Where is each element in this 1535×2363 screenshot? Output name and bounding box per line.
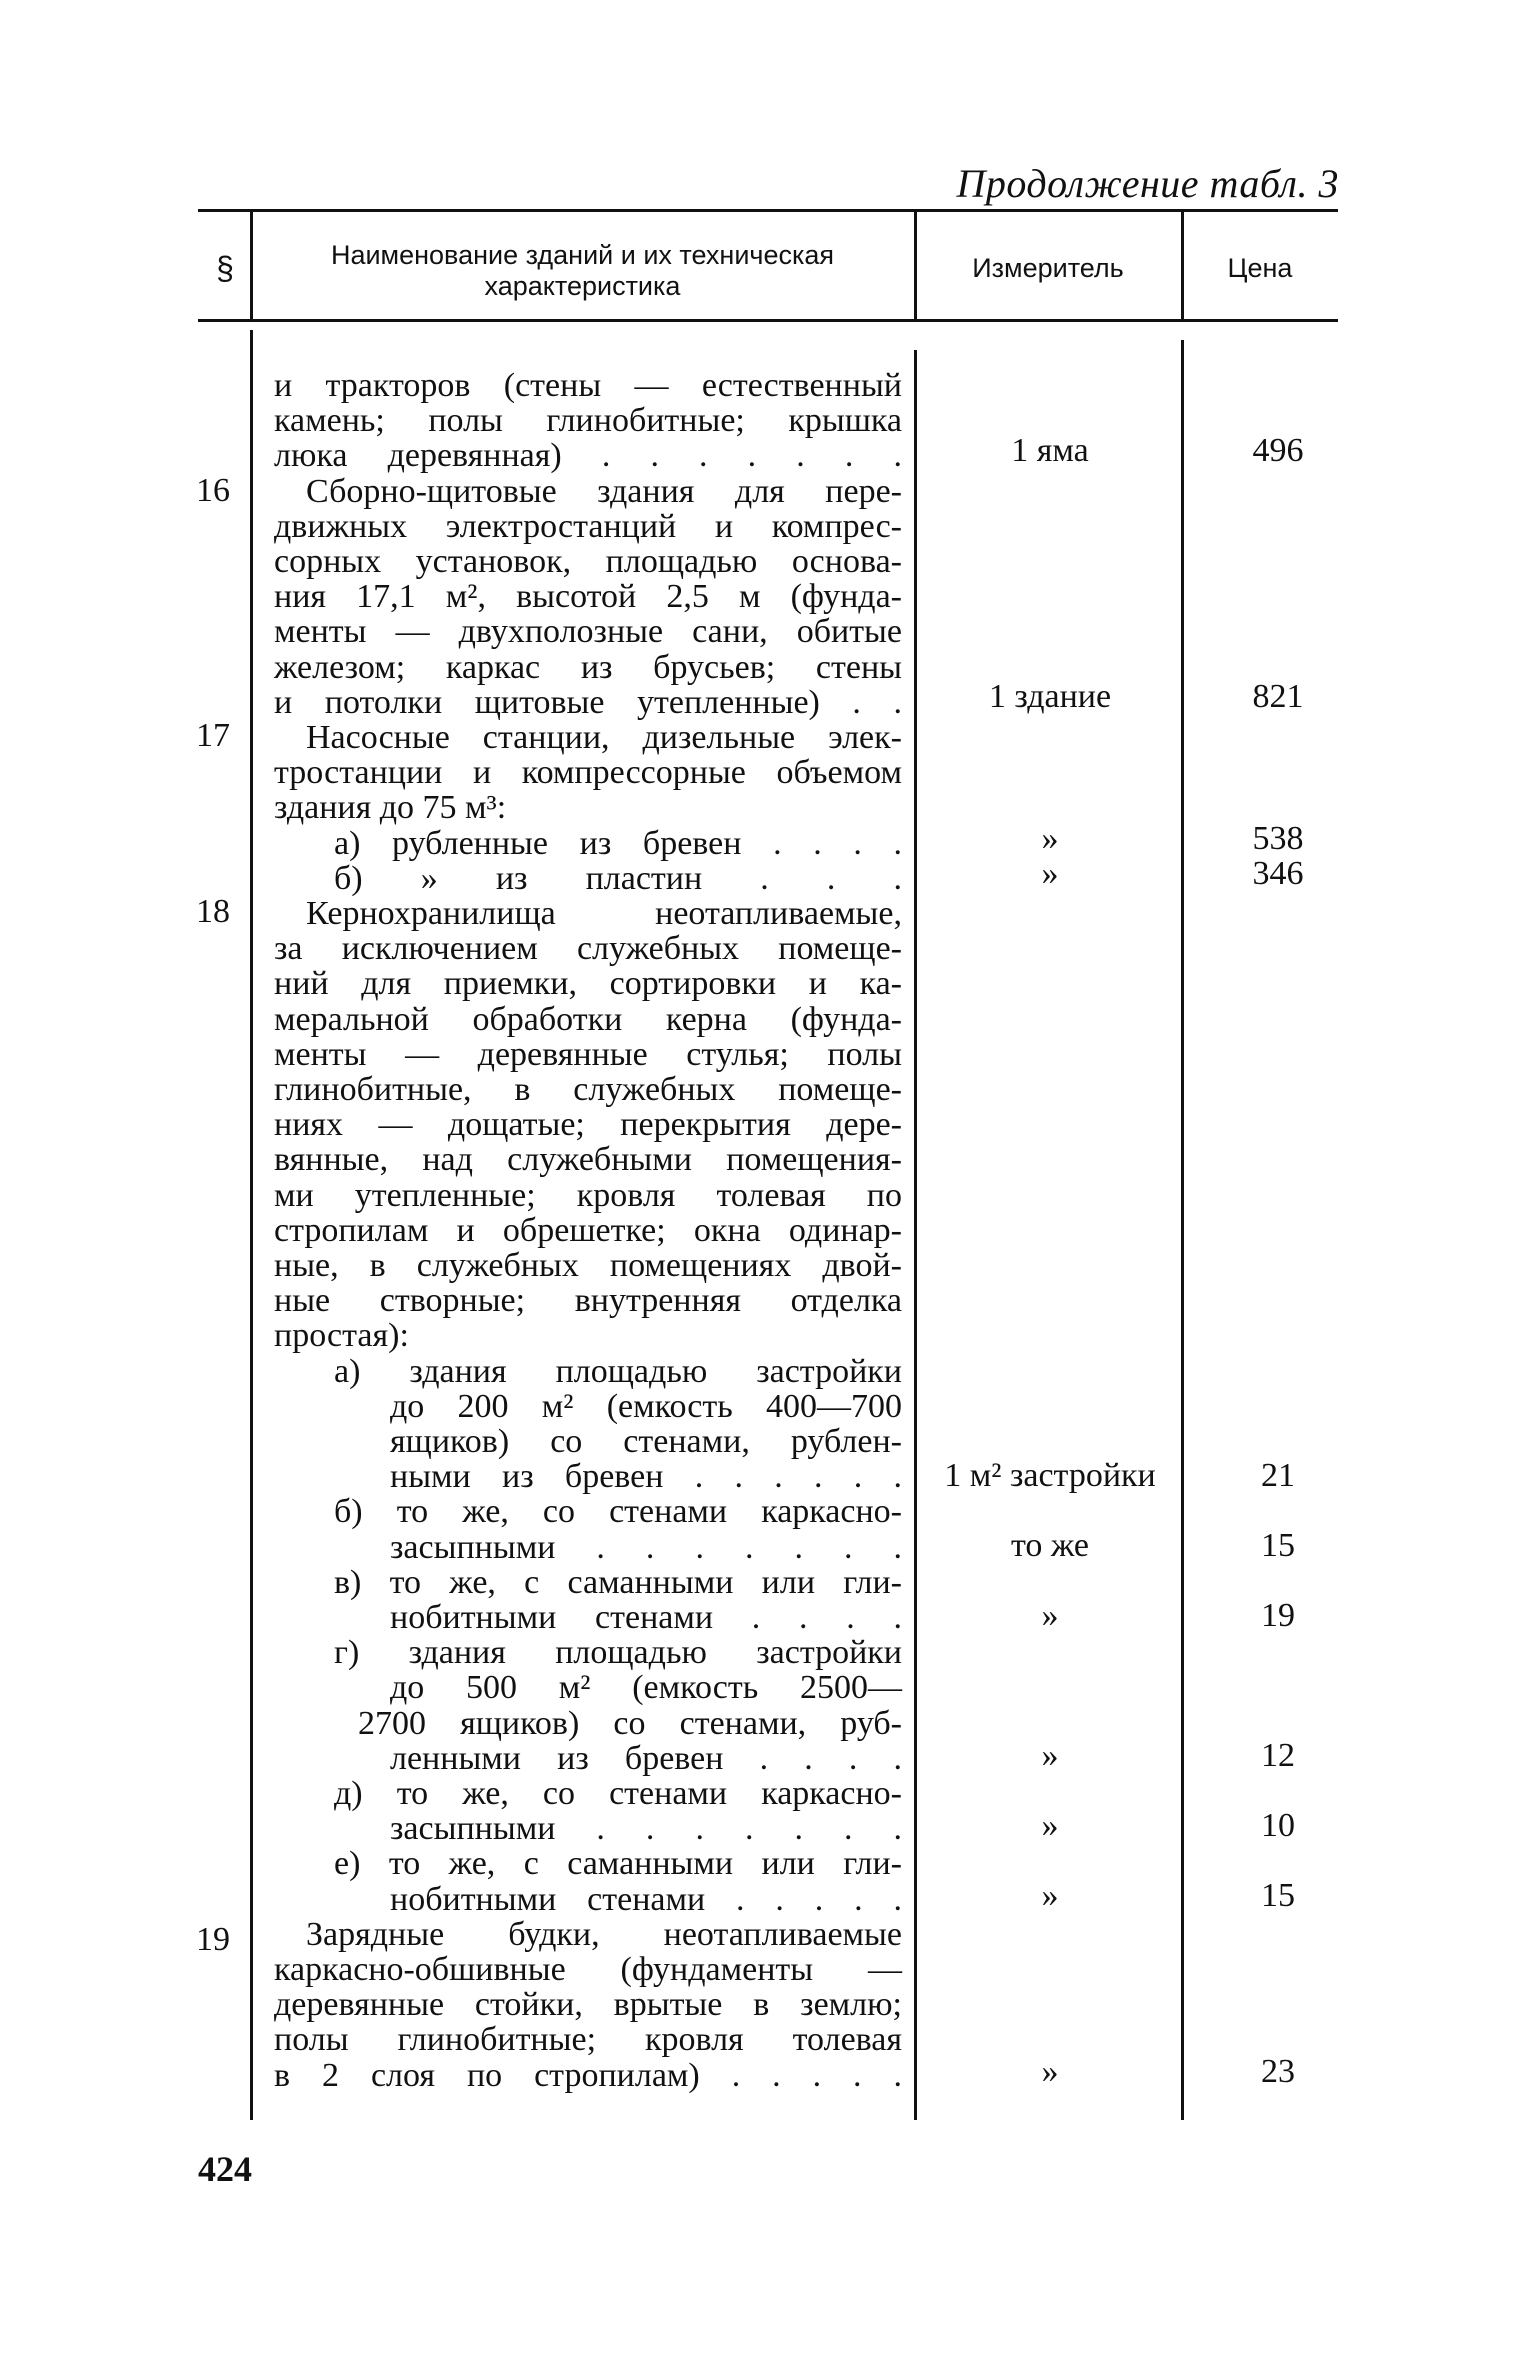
text-line: ний для приемки, сортировки и ка- xyxy=(274,965,902,1003)
price-9: 10 xyxy=(1261,1807,1295,1844)
text-line: нобитными стенами . . . . . xyxy=(390,1880,902,1918)
text-line: меральной обработки керна (фунда- xyxy=(274,1000,902,1038)
text-line: менты — двухполозные сани, обитые xyxy=(274,613,902,651)
text-line: простая): xyxy=(274,1317,409,1355)
text-line: засыпными . . . . . . . xyxy=(390,1528,902,1566)
text-line: до 500 м² (емкость 2500— xyxy=(390,1669,902,1707)
measure-7: » xyxy=(1041,1597,1059,1634)
measure-5: 1 м² застройки xyxy=(944,1457,1156,1494)
text-line: ния 17,1 м², высотой 2,5 м (фунда- xyxy=(274,578,902,616)
text-line: движных электростанций и компрес- xyxy=(274,507,902,545)
text-line: ленными из бревен . . . . xyxy=(390,1739,902,1777)
price-10: 15 xyxy=(1261,1877,1295,1914)
text-line: вянные, над служебными помещения- xyxy=(274,1141,902,1179)
price-8: 12 xyxy=(1261,1737,1295,1774)
header-name-line-2: характеристика xyxy=(484,271,681,302)
header-divider-2 xyxy=(914,212,917,319)
price-2: 821 xyxy=(1252,678,1304,715)
measure-3: » xyxy=(1041,820,1059,857)
text-line: за исключением служебных помеще- xyxy=(274,930,902,968)
text-line: и потолки щитовые утепленные) . . xyxy=(274,683,902,721)
header-divider-1 xyxy=(250,212,253,319)
row-number-16: 16 xyxy=(196,472,230,509)
row-number-17: 17 xyxy=(196,717,230,754)
header-divider-3 xyxy=(1181,212,1184,319)
text-line: б) » из пластин . . . xyxy=(334,859,902,897)
text-line: в) то же, с саманными или гли- xyxy=(334,1563,902,1601)
text-line: Зарядные будки, неотапливаемые xyxy=(306,1915,902,1953)
price-7: 19 xyxy=(1261,1597,1295,1634)
measure-1: 1 яма xyxy=(1011,432,1089,469)
text-line: засыпными . . . . . . . xyxy=(390,1810,902,1848)
text-line: сорных установок, площадью основа- xyxy=(274,543,902,580)
price-6: 15 xyxy=(1261,1527,1295,1564)
header-name-line-1: Наименование зданий и их техническая xyxy=(330,240,835,270)
text-line: здания до 75 м³: xyxy=(274,789,507,827)
text-line: а) здания площадью застройки xyxy=(334,1352,902,1390)
text-line: 2700 ящиков) со стенами, руб- xyxy=(358,1704,902,1742)
measure-9: » xyxy=(1041,1807,1059,1844)
price-4: 346 xyxy=(1252,855,1304,892)
header-measure: Измеритель xyxy=(972,253,1124,283)
text-line: в 2 слоя по стропилам) . . . . . xyxy=(274,2056,902,2094)
measure-11: » xyxy=(1041,2053,1059,2090)
text-line: тростанции и компрессорные объемом xyxy=(274,754,902,792)
header-price: Цена xyxy=(1227,253,1293,283)
row-number-19: 19 xyxy=(196,1921,230,1958)
text-line: глинобитные, в служебных помеще- xyxy=(274,1071,902,1108)
measure-6: то же xyxy=(1010,1527,1090,1564)
measure-4: » xyxy=(1041,855,1059,892)
text-line: ные створные; внутренняя отделка xyxy=(274,1282,902,1320)
top-rule xyxy=(198,209,1338,212)
text-line: д) то же, со стенами каркасно- xyxy=(334,1775,902,1812)
text-line: и тракторов (стены — естественный xyxy=(274,367,902,404)
price-11: 23 xyxy=(1261,2053,1295,2090)
text-line: б) то же, со стенами каркасно- xyxy=(334,1493,902,1531)
text-line: камень; полы глинобитные; крышка xyxy=(274,402,902,440)
text-line: г) здания площадью застройки xyxy=(334,1634,902,1672)
measure-10: » xyxy=(1041,1877,1059,1914)
text-line: Насосные станции, дизельные элек- xyxy=(306,719,902,756)
text-line: ниях — дощатые; перекрытия дере- xyxy=(274,1106,902,1144)
price-3: 538 xyxy=(1252,820,1304,857)
text-line: каркасно-обшивные (фундаменты — xyxy=(274,1951,902,1988)
header-name xyxy=(255,240,910,302)
price-1: 496 xyxy=(1252,432,1304,469)
text-line: ящиков) со стенами, рублен- xyxy=(390,1423,902,1460)
row-number-18: 18 xyxy=(196,893,230,930)
text-line: ные, в служебных помещениях двой- xyxy=(274,1247,902,1284)
text-line: менты — деревянные стулья; полы xyxy=(274,1035,902,1073)
header-section: § xyxy=(216,250,234,286)
text-line: деревянные стойки, врытые в землю; xyxy=(274,1986,902,2024)
header-bottom-rule xyxy=(198,319,1338,322)
text-line: ными из бревен . . . . . . xyxy=(390,1458,902,1496)
text-line: Кернохранилища неотапливаемые, xyxy=(306,895,902,932)
page-number: 424 xyxy=(198,2149,252,2189)
text-line: е) то же, с саманными или гли- xyxy=(334,1845,902,1883)
text-line: люка деревянная) . . . . . . . xyxy=(274,437,902,475)
measure-2: 1 здание xyxy=(988,678,1112,715)
body-divider-1 xyxy=(250,330,253,2120)
body-divider-3 xyxy=(1181,340,1184,2120)
text-line: ми утепленные; кровля толевая по xyxy=(274,1176,902,1214)
text-line: полы глинобитные; кровля толевая xyxy=(274,2021,902,2059)
text-line: Сборно-щитовые здания для пере- xyxy=(306,472,902,510)
text-line: стропилам и обрешетке; окна одинар- xyxy=(274,1211,902,1249)
text-line: до 200 м² (емкость 400—700 xyxy=(390,1387,902,1425)
body-divider-2 xyxy=(914,350,917,2120)
table-caption: Продолжение табл. 3 xyxy=(956,161,1339,206)
text-line: железом; каркас из брусьев; стены xyxy=(274,648,902,686)
measure-8: » xyxy=(1041,1737,1059,1774)
price-5: 21 xyxy=(1261,1457,1295,1494)
text-line: а) рубленные из бревен . . . . xyxy=(334,824,902,862)
text-line: нобитными стенами . . . . xyxy=(390,1599,902,1636)
